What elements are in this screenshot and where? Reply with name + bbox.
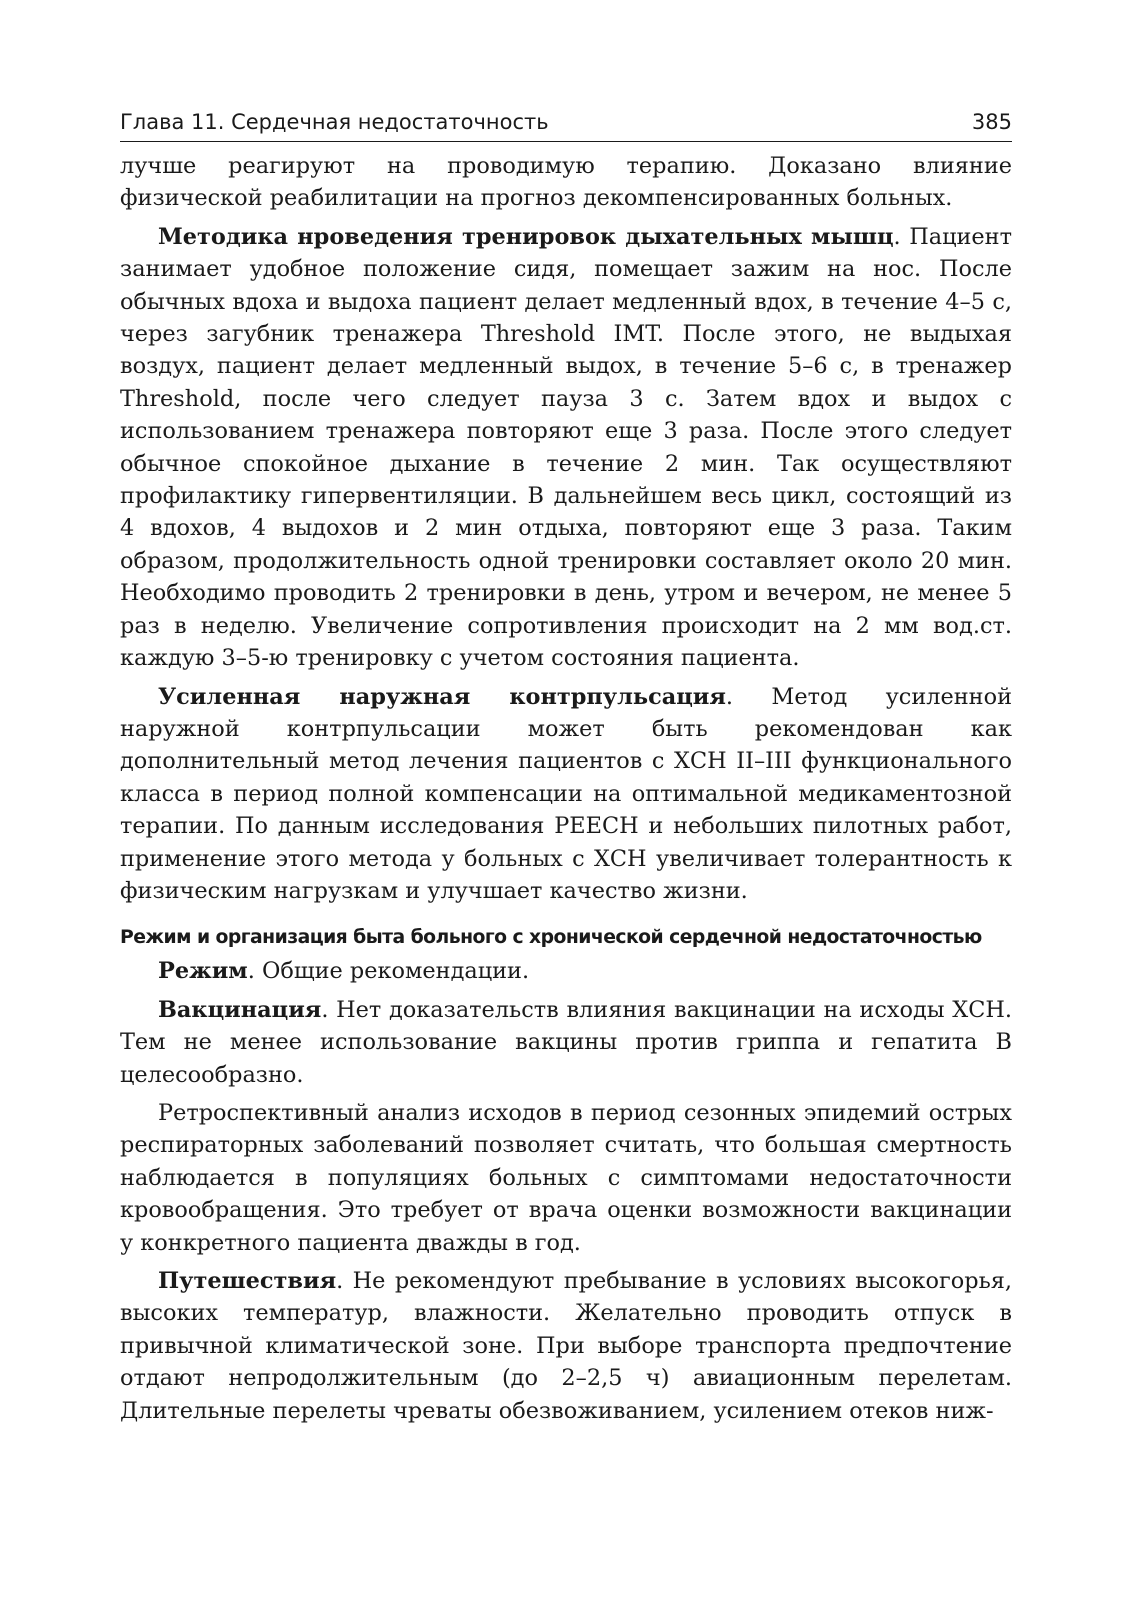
paragraph-counterpulsation [120, 681, 1012, 908]
paragraph-text: . Пациент занимает удобное положение сидя, помещает зажим на нос. После обычных вдоха и выдоха пациент делает медленный вдох, в течение 4–5 с, через загубник тренажера Threshold IMT. После этого, не выдыхая воздух, пациент делает медленный выдох, в течение 5–6 с, в тренажер Threshold, после чего следует пауза 3 с. Затем вдох и выдох с использованием тренажера повторяют еще 3 раза. После этого следует обычное спокойное дыхание в течение 2 мин. Так осуществляют профилактику гипервентиляции. В дальнейшем весь цикл, состоящий из 4 вдохов, 4 выдохов и 2 мин отдыха, повторяют еще 3 раза. Таким образом, продолжительность одной тренировки составляет около 20 мин. Необходимо проводить 2 тренировки в день, утром и вечером, не менее 5 раз в неделю. Увеличение сопротивления происходит на 2 мм вод.ст. каждую 3–5-ю тренировку с учетом состояния пациента. [120, 223, 1012, 672]
paragraph-text: . Метод усиленной наружной контрпульсации может быть рекомендован как дополнительный метод лечения пациентов с ХСН II–III функционального класса в период полной компенсации на оптимальной медикаментозной терапии. По данным исследования PEECH и небольших пилотных работ, применение этого метода у больных с ХСН увеличивает толерантность к физическим нагрузкам и улучшает качество жизни. [120, 683, 1012, 904]
run-in-heading: Путешествия [158, 1268, 337, 1294]
paragraph-breathing-training [120, 221, 1012, 675]
run-in-heading: Режим [158, 958, 248, 985]
body-text [120, 150, 1012, 1427]
paragraph-regime [120, 955, 1012, 987]
section-heading: Режим и организация быта больного с хронической сердечной недостаточностью [120, 927, 982, 949]
page-number: 385 [971, 110, 1012, 134]
paragraph-text: . Общие рекомендации. [247, 958, 530, 985]
paragraph-vaccination [120, 994, 1012, 1091]
paragraph-text: . Не рекомендуют пребывание в условиях высокогорья, высоких температур, влажности. Желательно проводить отпуск в привычной климатической зоне. При выборе транспорта предпочтение отдают непродолжительным (до 2–2,5 ч) авиационным перелетам. Длительные перелеты чреваты обезвоживанием, усилением отеков ниж- [120, 1268, 1012, 1424]
book-page [120, 108, 1012, 1427]
paragraph-retrospective [120, 1097, 1012, 1259]
paragraph-text: . Нет доказательств влияния вакцинации на исходы ХСН. Тем не менее использование вакцины против гриппа и гепатита В целесообразно. [120, 996, 1012, 1088]
run-in-heading: Усиленная наружная контрпульсация [158, 683, 726, 710]
paragraph-travel [120, 1265, 1012, 1427]
paragraph-text: Ретроспективный анализ исходов в период сезонных эпидемий острых респираторных заболеваний позволяет считать, что большая смертность наблюдается в популяциях больных с симптомами недостаточности кровообращения. Это требует от врача оценки возможности вакцинации у конкретного пациента дважды в год. [120, 1099, 1012, 1256]
chapter-title: Глава 11. Сердечная недостаточность [120, 110, 549, 134]
run-in-heading: Методика нроведения тренировок дыхательных мышц [158, 223, 894, 250]
run-in-heading: Вакцинация [158, 996, 322, 1023]
paragraph-text: лучше реагируют на проводимую терапию. Доказано влияние физической реабилитации на прогноз декомпенсированных больных. [120, 153, 1012, 212]
paragraph-continuation [120, 150, 1012, 215]
running-head [120, 108, 1012, 142]
